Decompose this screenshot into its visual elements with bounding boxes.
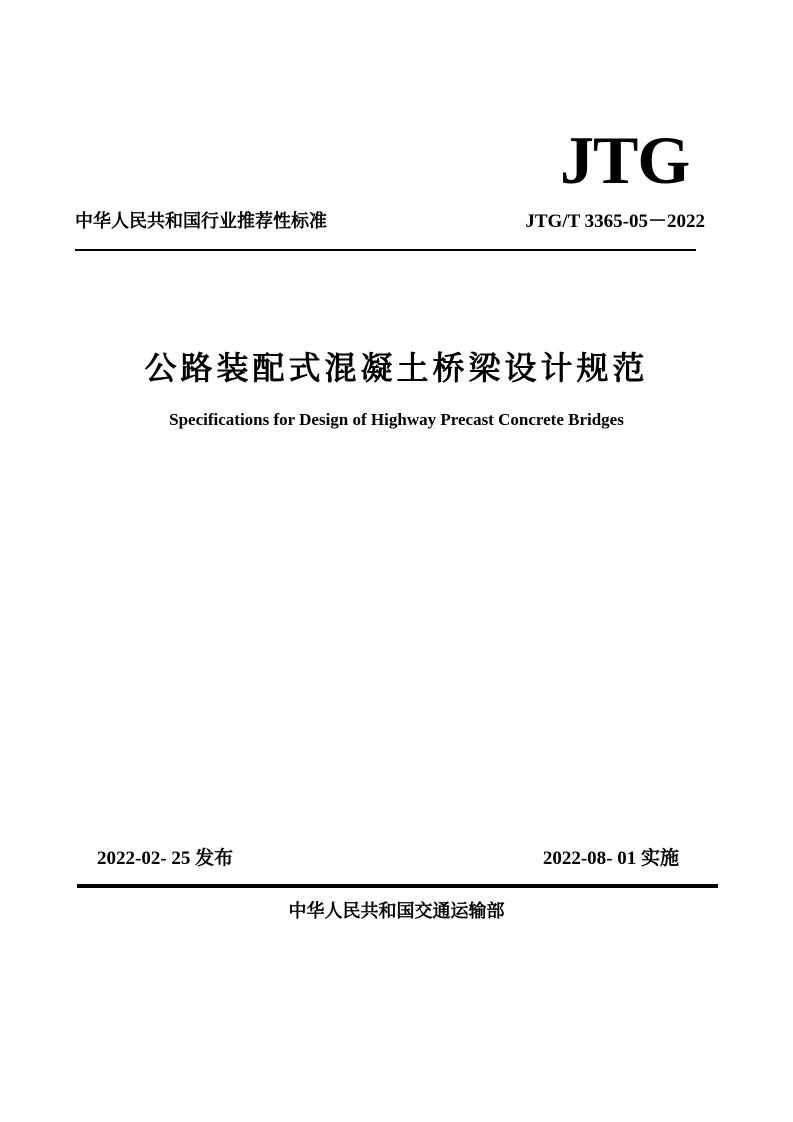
title-english: Specifications for Design of Highway Precast Concrete Bridges <box>169 410 624 429</box>
standard-code: JTG/T 3365-05－2022 <box>525 211 705 232</box>
implementation-date-value: 2022-08- 01 <box>542 848 637 869</box>
implementation-date <box>543 846 679 871</box>
implementation-label: 实施 <box>640 847 679 869</box>
jtg-logo: JTG <box>560 122 690 198</box>
publisher: 中华人民共和国交通运输部 <box>288 901 505 922</box>
issue-label: 发布 <box>195 847 234 869</box>
title-chinese: 公路装配式混凝土桥梁设计规范 <box>144 349 649 387</box>
issue-date-value: 2022-02- 25 <box>97 848 191 869</box>
bottom-divider <box>77 884 718 888</box>
issue-date <box>97 846 233 871</box>
standard-type: 中华人民共和国行业推荐性标准 <box>75 211 327 232</box>
top-divider <box>75 249 696 251</box>
